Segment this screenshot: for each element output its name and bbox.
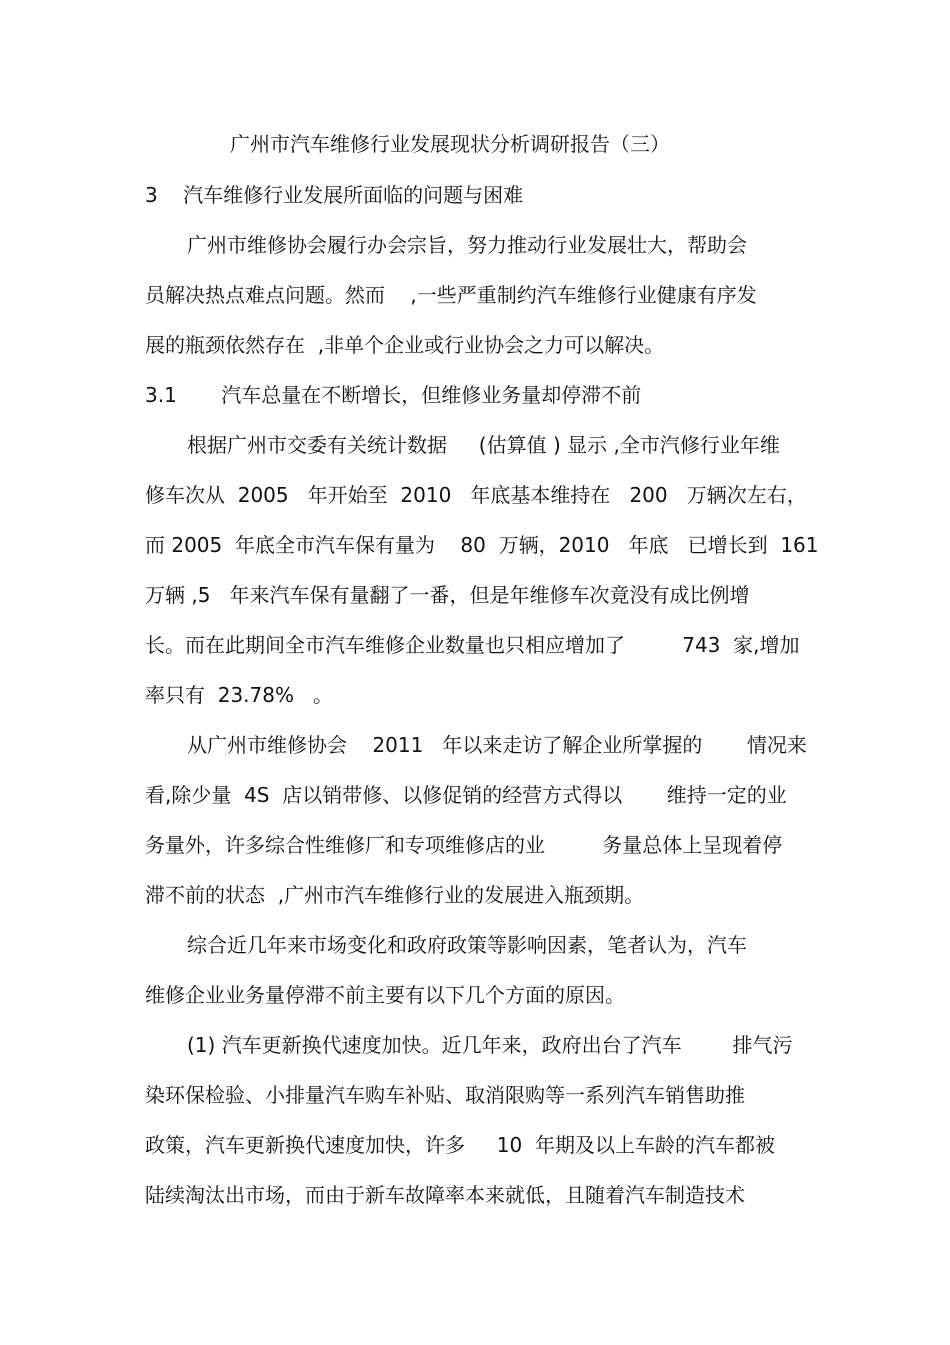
paragraph-line: (1) 汽车更新换代速度加快。近几年来，政府出台了汽车 排气污: [187, 1033, 793, 1057]
paragraph-line: 从广州市维修协会 2011 年以来走访了解企业所掌握的 情况来: [187, 733, 807, 757]
paragraph-line: 看,除少量 4S 店以销带修、以修促销的经营方式得以 维持一定的业: [145, 783, 787, 807]
paragraph-line: 综合近几年来市场变化和政府政策等影响因素，笔者认为，汽车: [187, 933, 747, 957]
paragraph-line: 率只有 23.78% 。: [145, 683, 334, 707]
paragraph-line: 而 2005 年底全市汽车保有量为 80 万辆，2010 年底 已增长到 161: [145, 533, 819, 557]
paragraph-line: 广州市维修协会履行办会宗旨，努力推动行业发展壮大，帮助会: [187, 233, 747, 257]
paragraph-line: 长。而在此期间全市汽车维修企业数量也只相应增加了 743 家,增加: [145, 633, 800, 657]
paragraph-line: 政策，汽车更新换代速度加快，许多 10 年期及以上车龄的汽车都被: [145, 1133, 775, 1157]
paragraph-line: 滞不前的状态 ,广州市汽车维修行业的发展进入瓶颈期。: [145, 883, 645, 907]
paragraph-line: 万辆 ,5 年来汽车保有量翻了一番，但是年维修车次竟没有成比例增: [145, 583, 750, 607]
paragraph-line: 染环保检验、小排量汽车购车补贴、取消限购等一系列汽车销售助推: [145, 1083, 745, 1107]
section-heading: 3 汽车维修行业发展所面临的问题与困难: [145, 183, 524, 207]
paragraph-line: 根据广州市交委有关统计数据 (估算值 ) 显示 ,全市汽修行业年维: [187, 433, 780, 457]
paragraph-line: 陆续淘汰出市场，而由于新车故障率本来就低，且随着汽车制造技术: [145, 1183, 745, 1207]
paragraph-line: 展的瓶颈依然存在 ,非单个企业或行业协会之力可以解决。: [145, 333, 665, 357]
paragraph-line: 务量外，许多综合性维修厂和专项维修店的业 务量总体上呈现着停: [145, 833, 783, 857]
paragraph-line: 修车次从 2005 年开始至 2010 年底基本维持在 200 万辆次左右，: [145, 483, 807, 507]
document-title: 广州市汽车维修行业发展现状分析调研报告（三）: [230, 132, 670, 156]
paragraph-line: 维修企业业务量停滞不前主要有以下几个方面的原因。: [145, 983, 625, 1007]
paragraph-line: 员解决热点难点问题。然而 ,一些严重制约汽车维修行业健康有序发: [145, 283, 757, 307]
subsection-heading: 3.1 汽车总量在不断增长，但维修业务量却停滞不前: [145, 383, 642, 407]
